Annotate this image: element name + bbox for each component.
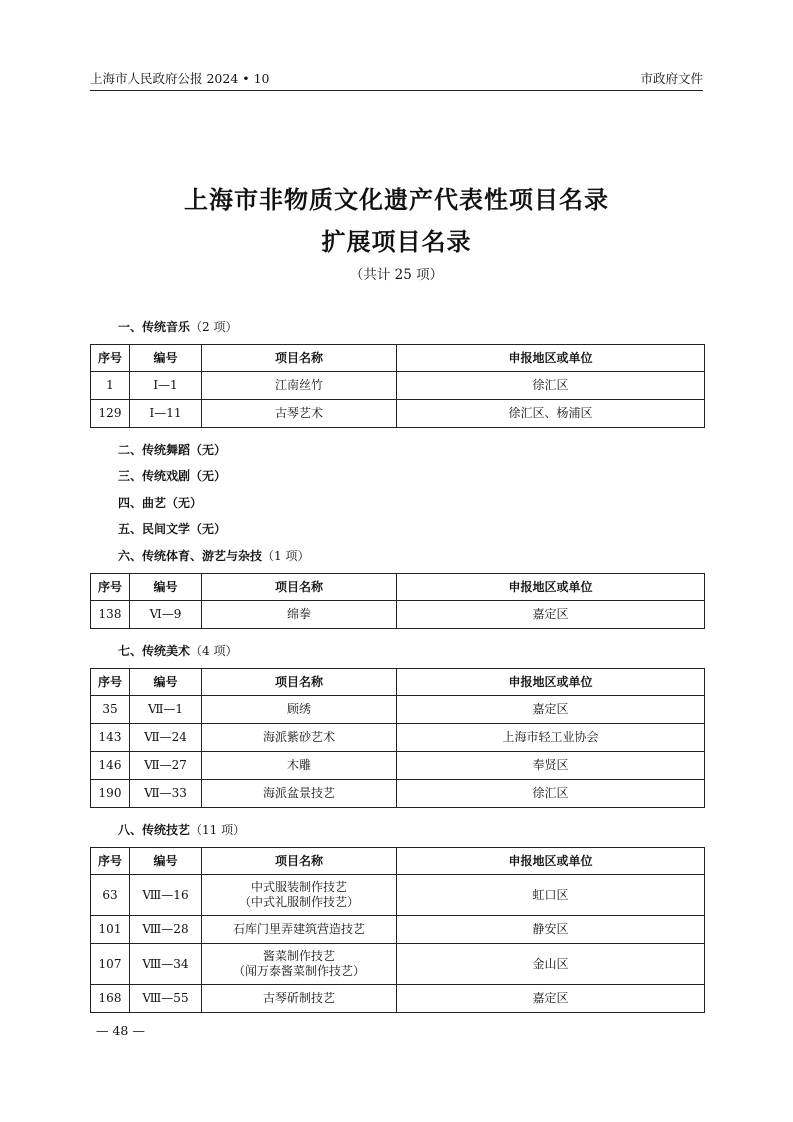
cell-region: 奉贤区 — [397, 752, 705, 780]
cell-code: Ⅷ—28 — [130, 916, 202, 944]
section-heading-drama — [118, 467, 226, 484]
table-row — [91, 400, 705, 428]
section-title: 四、曲艺 — [118, 496, 167, 510]
section-title: 七、传统美术 — [118, 644, 191, 658]
table-row — [91, 985, 705, 1013]
header-seq: 序号 — [91, 574, 130, 601]
table-row — [91, 696, 705, 724]
header-region: 申报地区或单位 — [397, 669, 705, 696]
table-row — [91, 372, 705, 400]
cell-seq: 1 — [91, 372, 130, 400]
section-count: （1 项） — [262, 549, 310, 563]
section-count: （11 项） — [190, 823, 246, 837]
header-seq: 序号 — [91, 669, 130, 696]
header-code: 编号 — [130, 848, 202, 875]
cell-code: Ⅶ—27 — [130, 752, 202, 780]
cell-code: Ⅰ—11 — [130, 400, 202, 428]
section-title: 一、传统音乐 — [118, 320, 191, 334]
section-count: （无） — [190, 443, 227, 457]
page-number: — 48 — — [96, 1023, 145, 1038]
section-heading-music — [118, 318, 237, 335]
section-heading-dance — [118, 441, 226, 458]
section-count: （4 项） — [190, 644, 238, 658]
total-count: （共计 25 项） — [349, 267, 444, 283]
item-name: 中式服装制作技艺 — [250, 880, 347, 894]
cell-seq: 190 — [91, 780, 130, 808]
cell-name: 顾绣 — [202, 696, 397, 724]
section-title: 八、传统技艺 — [118, 823, 191, 837]
cell-seq: 107 — [91, 944, 130, 985]
document-subtitle: 扩展项目名录 — [321, 228, 472, 256]
section-title: 五、民间文学 — [118, 522, 191, 536]
header-region: 申报地区或单位 — [397, 345, 705, 372]
item-alt-name: （中式礼服制作技艺） — [238, 895, 359, 909]
cell-code: Ⅷ—34 — [130, 944, 202, 985]
cell-code: Ⅶ—33 — [130, 780, 202, 808]
table-header-row — [91, 574, 705, 601]
header-region: 申报地区或单位 — [397, 848, 705, 875]
cell-code: Ⅰ—1 — [130, 372, 202, 400]
cell-name: 海派紫砂艺术 — [202, 724, 397, 752]
section-count: （无） — [190, 469, 227, 483]
header-name: 项目名称 — [202, 345, 397, 372]
section-count: （无） — [166, 496, 203, 510]
header-name: 项目名称 — [202, 669, 397, 696]
section-heading-fine-arts — [118, 642, 237, 659]
item-alt-name: （闻万泰酱菜制作技艺） — [232, 964, 365, 978]
cell-region: 金山区 — [397, 944, 705, 985]
item-name: 酱菜制作技艺 — [262, 949, 335, 963]
cell-name — [202, 875, 397, 916]
cell-name: 木雕 — [202, 752, 397, 780]
table-row — [91, 944, 705, 985]
cell-code: Ⅷ—16 — [130, 875, 202, 916]
table-row — [91, 875, 705, 916]
cell-name — [202, 944, 397, 985]
cell-region: 徐汇区 — [397, 372, 705, 400]
section-heading-folk-literature — [118, 520, 226, 537]
cell-seq: 146 — [91, 752, 130, 780]
cell-code: Ⅶ—24 — [130, 724, 202, 752]
table-header-row — [91, 848, 705, 875]
gazette-title: 上海市人民政府公报 2024 • 10 — [90, 71, 270, 86]
section-heading-quyi — [118, 494, 202, 511]
cell-region: 嘉定区 — [397, 601, 705, 629]
cell-region: 徐汇区 — [397, 780, 705, 808]
table-row — [91, 752, 705, 780]
cell-name: 石库门里弄建筑营造技艺 — [202, 916, 397, 944]
table-row — [91, 601, 705, 629]
cell-region: 虹口区 — [397, 875, 705, 916]
table-traditional-music — [90, 344, 705, 428]
cell-seq: 143 — [91, 724, 130, 752]
cell-name: 古琴斫制技艺 — [202, 985, 397, 1013]
cell-region: 嘉定区 — [397, 696, 705, 724]
cell-seq: 168 — [91, 985, 130, 1013]
cell-seq: 138 — [91, 601, 130, 629]
table-traditional-fine-arts — [90, 668, 705, 808]
page-header — [90, 62, 703, 91]
header-code: 编号 — [130, 669, 202, 696]
table-row — [91, 916, 705, 944]
section-count: （无） — [190, 522, 227, 536]
table-row — [91, 724, 705, 752]
cell-name: 绵拳 — [202, 601, 397, 629]
section-heading-sports — [118, 547, 309, 564]
section-heading-crafts — [118, 821, 245, 838]
document-title: 上海市非物质文化遗产代表性项目名录 — [184, 186, 609, 214]
table-row — [91, 780, 705, 808]
table-header-row — [91, 669, 705, 696]
section-title: 三、传统戏剧 — [118, 469, 191, 483]
header-name: 项目名称 — [202, 848, 397, 875]
cell-seq: 35 — [91, 696, 130, 724]
cell-seq: 129 — [91, 400, 130, 428]
table-traditional-sports — [90, 573, 705, 629]
cell-seq: 101 — [91, 916, 130, 944]
header-code: 编号 — [130, 345, 202, 372]
header-name: 项目名称 — [202, 574, 397, 601]
header-seq: 序号 — [91, 345, 130, 372]
header-code: 编号 — [130, 574, 202, 601]
cell-region: 上海市轻工业协会 — [397, 724, 705, 752]
header-seq: 序号 — [91, 848, 130, 875]
cell-region: 徐汇区、杨浦区 — [397, 400, 705, 428]
section-title: 二、传统舞蹈 — [118, 443, 191, 457]
cell-region: 静安区 — [397, 916, 705, 944]
cell-seq: 63 — [91, 875, 130, 916]
cell-name: 江南丝竹 — [202, 372, 397, 400]
cell-code: Ⅵ—9 — [130, 601, 202, 629]
cell-region: 嘉定区 — [397, 985, 705, 1013]
section-count: （2 项） — [190, 320, 238, 334]
cell-code: Ⅶ—1 — [130, 696, 202, 724]
table-header-row — [91, 345, 705, 372]
header-region: 申报地区或单位 — [397, 574, 705, 601]
cell-name: 古琴艺术 — [202, 400, 397, 428]
table-traditional-crafts — [90, 847, 705, 1013]
section-title: 六、传统体育、游艺与杂技 — [118, 549, 263, 563]
cell-code: Ⅷ—55 — [130, 985, 202, 1013]
cell-name: 海派盆景技艺 — [202, 780, 397, 808]
document-category: 市政府文件 — [640, 71, 703, 86]
